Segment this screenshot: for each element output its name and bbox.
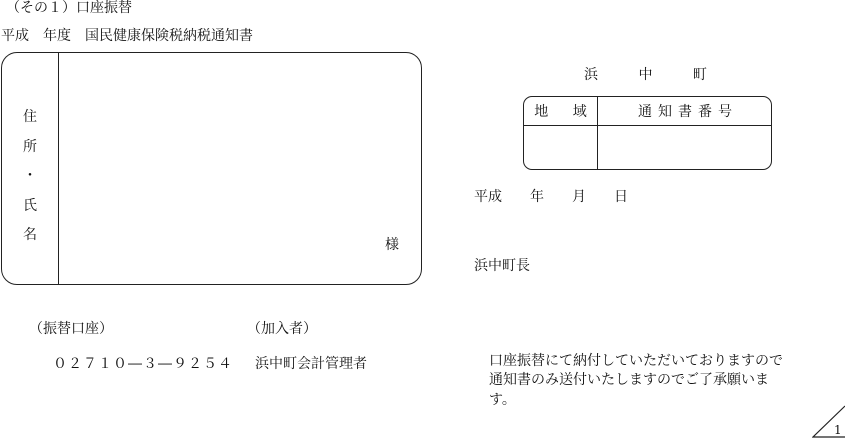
notice-line: 口座振替にて納付していただいておりますので (489, 353, 783, 369)
notice-number-column-header: 通知書番号 (638, 104, 738, 120)
label-char: 名 (23, 227, 37, 243)
form-variant-label: （その１）口座振替 (6, 0, 132, 16)
page-number: 1 (834, 423, 842, 437)
transfer-account-number: ０２７１０―３―９２５４ (53, 356, 233, 372)
area-column-header: 地 域 (534, 104, 597, 120)
honorific-sama: 様 (385, 237, 399, 253)
member-label: （加入者） (247, 321, 317, 337)
address-name-box (1, 52, 422, 285)
table-header-divider (524, 125, 771, 126)
mayor-title: 浜中町長 (474, 258, 530, 274)
area-notice-number-table (523, 96, 772, 170)
label-char: 住 (23, 109, 37, 125)
transfer-account-label: （振替口座） (29, 321, 113, 337)
address-name-label (2, 103, 58, 251)
label-char: ・ (23, 168, 37, 184)
address-box-divider (58, 53, 59, 284)
label-char: 所 (23, 138, 37, 155)
page-number-triangle (812, 405, 845, 438)
town-name: 浜 中 町 (584, 67, 725, 83)
notice-line: す。 (489, 392, 516, 408)
issue-date: 平成 年 月 日 (474, 189, 628, 205)
member-name: 浜中町会計管理者 (255, 356, 367, 372)
document-title: 平成 年度 国民健康保険税納税通知書 (1, 28, 253, 44)
notice-line: 通知書のみ送付いたしますのでご了承願いま (489, 372, 769, 388)
label-char: 氏 (23, 197, 37, 214)
